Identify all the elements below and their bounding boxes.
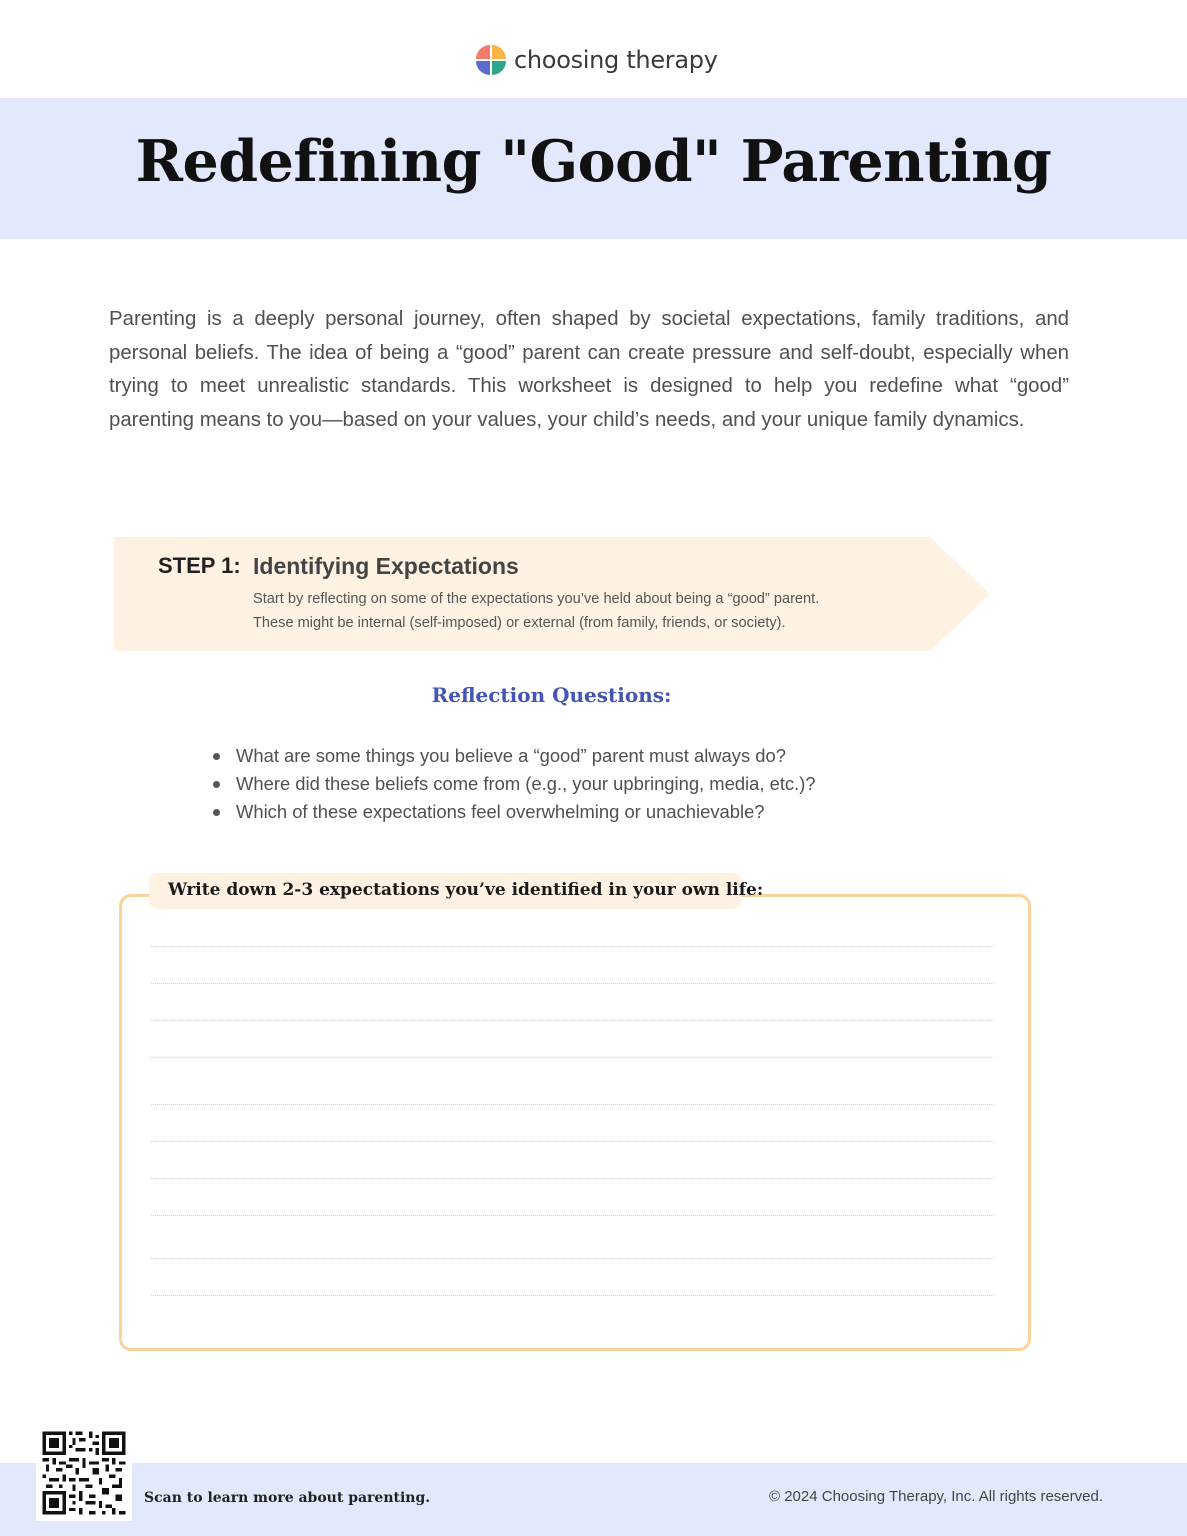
reflection-question-list [210,742,816,826]
writing-prompt: Write down 2-3 expectations you’ve identified in your own life: [168,880,764,900]
writing-box[interactable] [119,894,1031,1351]
list-item [210,798,816,826]
bullet-icon [213,781,220,788]
four-color-petal-logo-icon [474,43,508,77]
writing-line[interactable] [151,1057,994,1058]
writing-line[interactable] [151,1141,994,1142]
brand-name: choosing therapy [514,46,718,74]
step-label: STEP 1: [158,553,241,578]
qr-code-icon[interactable] [36,1425,132,1521]
writing-line[interactable] [151,1295,994,1296]
scan-caption: Scan to learn more about parenting. [144,1490,431,1506]
writing-line[interactable] [151,1020,994,1021]
bullet-icon [213,809,220,816]
step-description-line: These might be internal (self-imposed) or external (from family, friends, or society). [253,615,786,631]
writing-line[interactable] [151,1104,994,1105]
step-description-line: Start by reflecting on some of the expectations you’ve held about being a “good” parent. [253,591,820,607]
intro-paragraph: Parenting is a deeply personal journey, often shaped by societal expectations, family traditions, and personal beliefs. The idea of being a “good” parent can create pressure and self-doubt, especially when trying to meet unrealistic standards. This worksheet is designed to help you redefine what “good” parenting means to you—based on your values, your child’s needs, and your unique family dynamics. [109,308,1069,431]
bullet-icon [213,753,220,760]
writing-line[interactable] [151,1258,994,1259]
writing-line[interactable] [151,983,994,984]
reflection-heading: Reflection Questions: [431,683,672,707]
list-item [210,770,816,798]
page-title: Redefining "Good" Parenting [135,128,1052,195]
brand-logo [474,42,718,78]
step-description [253,587,933,635]
writing-line[interactable] [151,1215,994,1216]
step-title: Identifying Expectations [253,553,519,579]
copyright-text: © 2024 Choosing Therapy, Inc. All rights reserved. [768,1488,1103,1505]
writing-line[interactable] [151,946,994,947]
question-text: What are some things you believe a “good” parent must always do? [236,745,786,766]
question-text: Where did these beliefs come from (e.g., your upbringing, media, etc.)? [236,773,816,794]
writing-line[interactable] [151,1178,994,1179]
question-text: Which of these expectations feel overwhelming or unachievable? [236,801,765,822]
list-item [210,742,816,770]
